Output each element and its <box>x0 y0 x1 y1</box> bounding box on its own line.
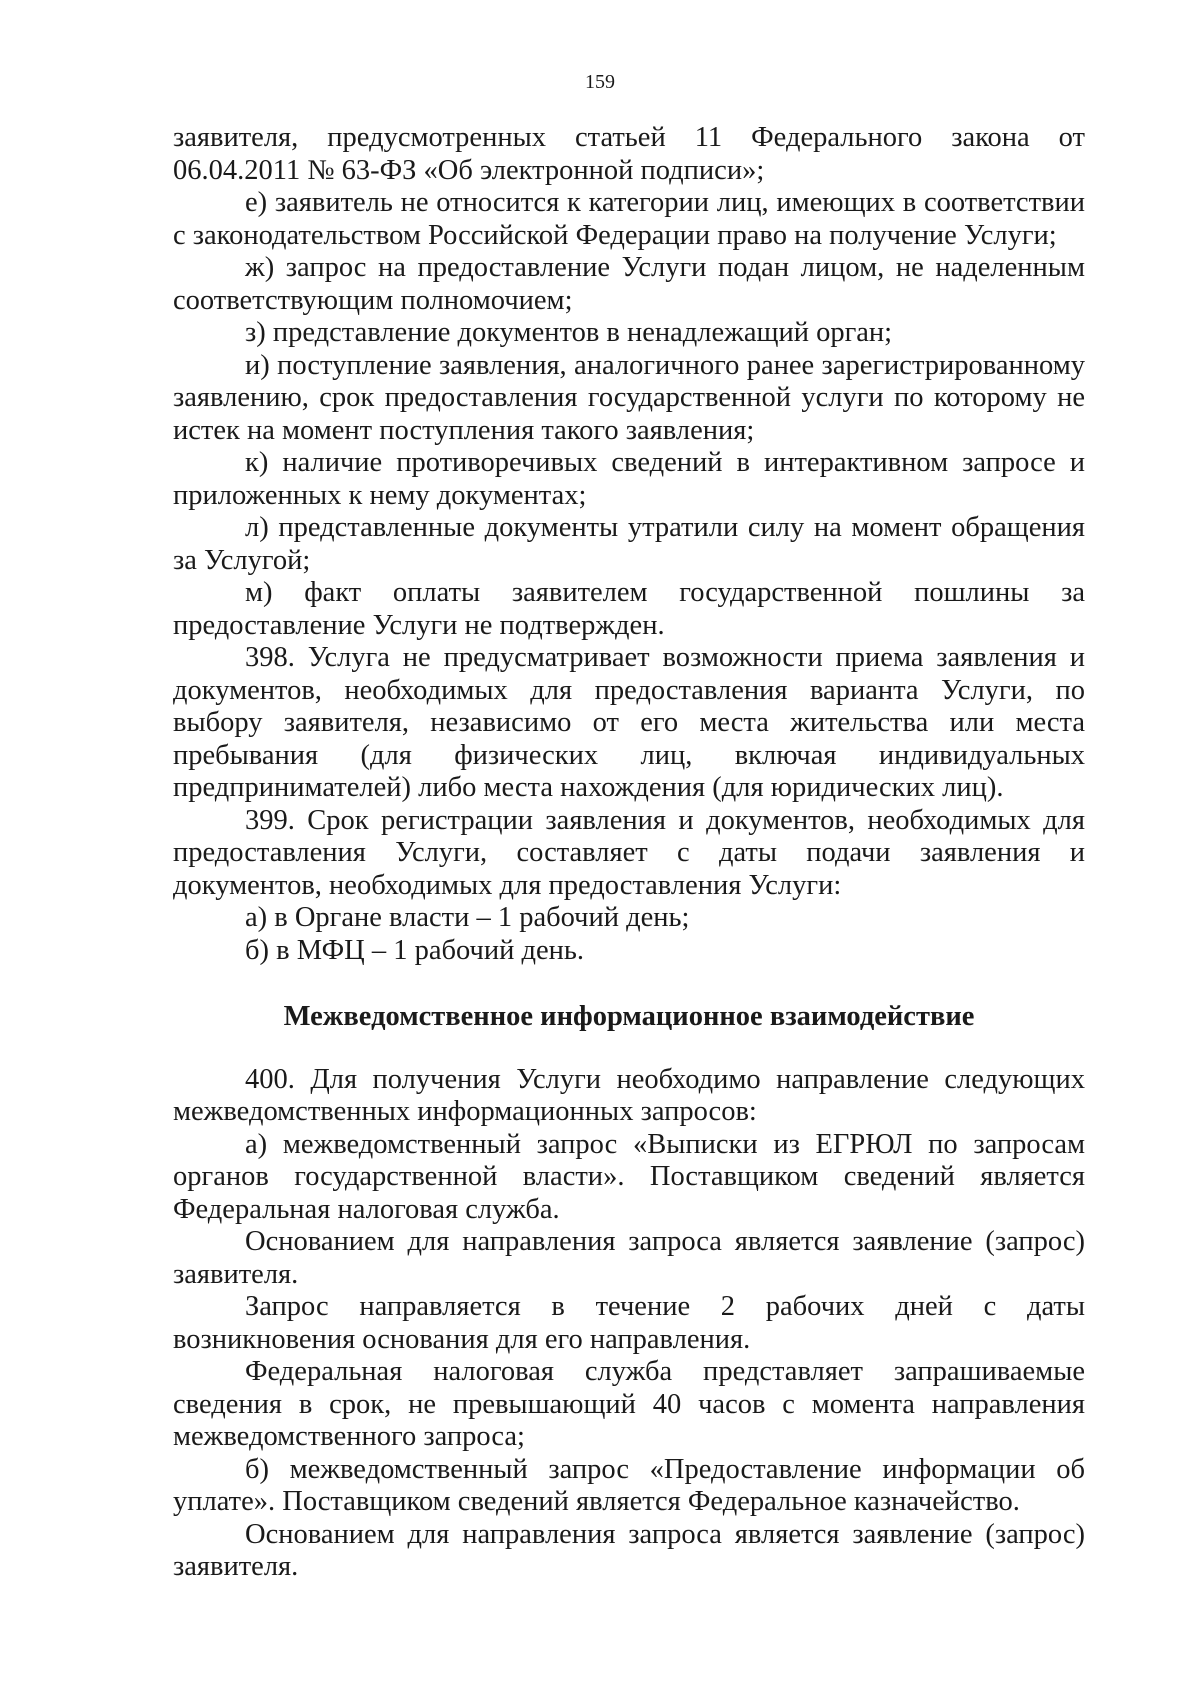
paragraph-item-k: к) наличие противоречивых сведений в интерактивном запросе и приложенных к нему документах; <box>173 447 1085 511</box>
paragraph-item-a: а) в Органе власти – 1 рабочий день; <box>245 902 690 933</box>
paragraph-400-item-a: а) межведомственный запрос «Выписки из ЕГРЮЛ по запросам органов государственной власти». Поставщиком сведений является Федеральная налоговая служба. <box>173 1128 1085 1225</box>
paragraph-400: 400. Для получения Услуги необходимо направление следующих межведомственных информационных запросов: <box>173 1063 1085 1127</box>
paragraph-item-b: б) в МФЦ – 1 рабочий день. <box>245 934 585 966</box>
paragraph-request-term: Запрос направляется в течение 2 рабочих дней с даты возникновения основания для его направления. <box>173 1291 1085 1355</box>
paragraph-basis-1: Основанием для направления запроса является заявление (запрос) заявителя. <box>173 1226 1085 1290</box>
paragraph-basis-2: Основанием для направления запроса является заявление (запрос) заявителя. <box>173 1518 1085 1582</box>
document-body <box>173 122 1085 1584</box>
paragraph-400-item-b: б) межведомственный запрос «Предоставление информации об уплате». Поставщиком сведений является Федеральное казначейство. <box>173 1453 1085 1517</box>
paragraph-item-m: м) факт оплаты заявителем государственной пошлины за предоставление Услуги не подтвержден. <box>173 577 1085 641</box>
section-heading: Межведомственное информационное взаимодействие <box>283 1001 975 1032</box>
paragraph-tax-service: Федеральная налоговая служба представляет запрашиваемые сведения в срок, не превышающий 40 часов с момента направления межведомственного запроса; <box>173 1356 1085 1452</box>
paragraph-item-l: л) представленные документы утратили силу на момент обращения за Услугой; <box>173 512 1085 576</box>
paragraph-399: 399. Срок регистрации заявления и документов, необходимых для предоставления Услуги, составляет с даты подачи заявления и документов, необходимых для предоставления Услуги: <box>173 804 1085 901</box>
paragraph-item-z: з) представление документов в ненадлежащий орган; <box>245 317 893 348</box>
page-number: 159 <box>585 71 615 93</box>
paragraph-continuation: заявителя, предусмотренных статьей 11 Федерального закона от 06.04.2011 № 63-ФЗ «Об электронной подписи»; <box>173 122 1085 186</box>
paragraph-item-i: и) поступление заявления, аналогичного ранее зарегистрированному заявлению, срок предоставления государственной услуги по которому не истек на момент поступления такого заявления; <box>173 349 1085 446</box>
paragraph-item-e: е) заявитель не относится к категории лиц, имеющих в соответствии с законодательством Российской Федерации право на получение Услуги; <box>173 187 1085 251</box>
paragraph-item-zh: ж) запрос на предоставление Услуги подан лицом, не наделенным соответствующим полномочием; <box>173 252 1085 316</box>
paragraph-398: 398. Услуга не предусматривает возможности приема заявления и документов, необходимых для предоставления варианта Услуги, по выбору заявителя, независимо от его места жительства или места пребывания (для физических лиц, включая индивидуальных предпринимателей) либо места нахождения (для юридических лиц). <box>173 642 1085 803</box>
